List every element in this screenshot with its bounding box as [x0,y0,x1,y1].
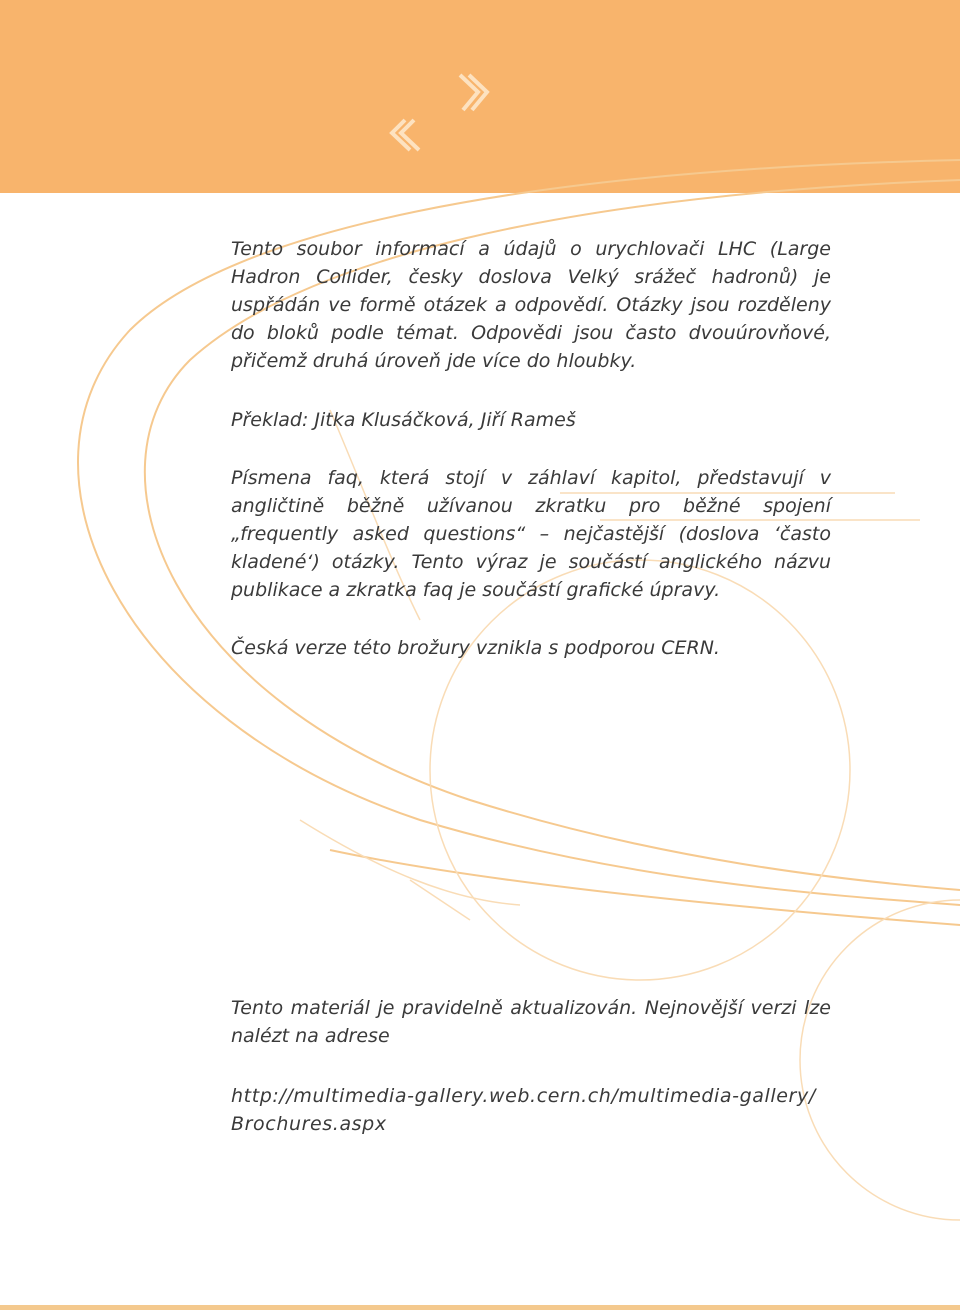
czech-version-note: Česká verze této brožury vznikla s podporou CERN. [231,637,720,659]
url-line-2: Brochures.aspx [231,1113,387,1135]
brochure-url-link[interactable] [231,1082,831,1138]
chevron-decoration [392,75,487,150]
url-line-1: http://multimedia-gallery.web.cern.ch/multimedia-gallery/ [231,1085,816,1107]
translation-credit: Překlad: Jitka Klusáčková, Jiří Rameš [231,409,576,431]
update-note-paragraph: Tento materiál je pravidelně aktualizován. Nejnovější verzi lze nalézt na adrese [231,997,831,1047]
footer-band [0,1305,960,1310]
intro-paragraph: Tento soubor informací a údajů o urychlovači LHC (Large Hadron Collider, česky doslova Velký srážeč hadronů) je uspřádán ve formě otázek a odpovědí. Otázky jsou rozděleny do bloků podle témat. Odpovědi jsou často dvouúrovňové, přičemž druhá úroveň jde více do hloubky. [231,238,831,372]
faq-explanation-paragraph: Písmena faq, která stojí v záhlaví kapitol, představují v angličtině běžně užívanou zkratku pro běžné spojení „frequently asked questions“ – nejčastější (doslova ‘často kladené‘) otázky. Tento výraz je součástí anglického názvu publikace a zkratka faq je součástí grafické úpravy. [231,467,831,601]
